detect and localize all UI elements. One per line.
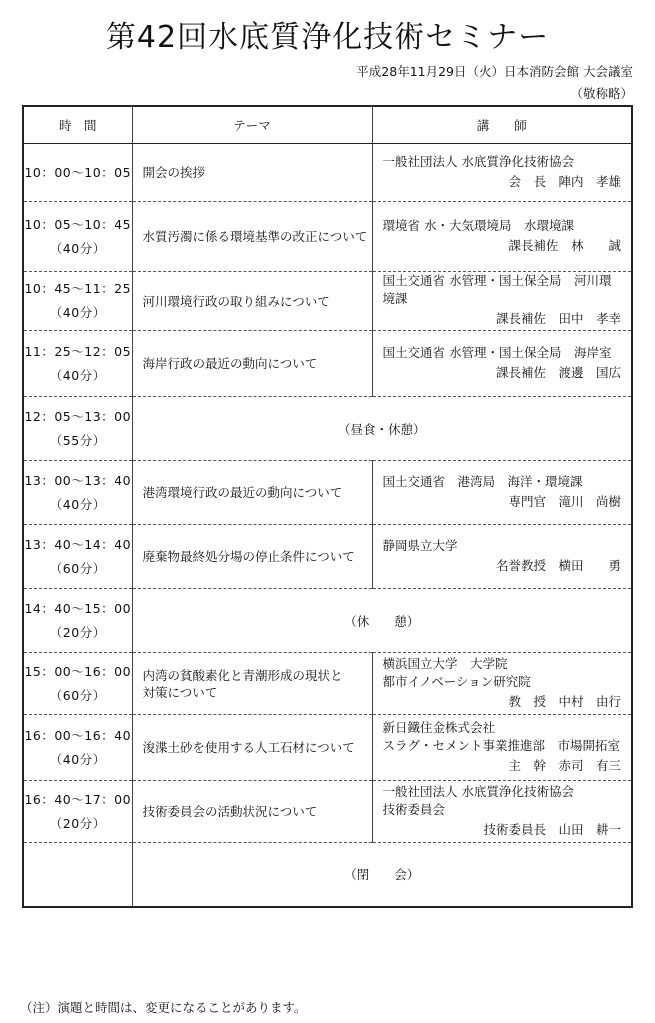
time-cell (23, 653, 132, 715)
table-row (23, 781, 632, 843)
theme-line: 対策について (142, 684, 218, 700)
theme-line: 港湾環境行政の最近の動向について (142, 485, 343, 500)
lecturer-name: 課長補佐 渡邊 国広 (495, 364, 621, 380)
time-cell (23, 331, 132, 397)
session-time: 10：00〜10：05 (24, 164, 132, 180)
time-cell (23, 843, 132, 907)
session-duration: （40分） (49, 496, 106, 512)
session-time: 16：00〜16：40 (24, 727, 132, 743)
lecturer-org: 都市イノベーション研究院 (382, 673, 531, 689)
table-row (23, 144, 632, 202)
lecturer-cell (372, 202, 632, 272)
session-duration: （40分） (49, 240, 106, 256)
theme-line: 水質汚濁に係る環境基準の改正について (142, 229, 368, 244)
table-row (23, 331, 632, 397)
lecturer-org: 国土交通省 港湾局 海洋・環境課 (382, 473, 583, 489)
time-cell (23, 272, 132, 331)
lecturer-org: 国土交通省 水管理・国土保全局 海岸室 (382, 344, 612, 360)
theme-cell (132, 272, 372, 331)
lecturer-name: 課長補佐 田中 孝幸 (495, 311, 621, 326)
lecturer-org: 一般社団法人 水底質浄化技術協会 (382, 783, 574, 799)
lecturer-cell (372, 781, 632, 843)
theme-line: 河川環境行政の取り組みについて (142, 293, 330, 309)
lecturer-name: 専門官 滝川 尚樹 (508, 493, 621, 509)
lecturer-cell (372, 715, 632, 781)
lecturer-org: 環境省 水・大気環境局 水環境課 (382, 217, 574, 233)
session-time: 14：40〜15：00 (24, 600, 132, 616)
time-cell (23, 144, 132, 202)
break-cell: （閉 会） (132, 843, 632, 907)
lecturer-org: 国土交通省 水管理・国土保全局 河川環境課 (382, 273, 612, 306)
lecturer-org: 静岡県立大学 (382, 537, 458, 553)
lecturer-cell (372, 144, 632, 202)
table-row (23, 525, 632, 589)
time-cell (23, 525, 132, 589)
lecturer-org: スラグ・セメント事業推進部 市場開拓室 (382, 737, 621, 753)
lecturer-name: 名誉教授 横田 勇 (495, 557, 621, 573)
theme-line: 浚渫土砂を使用する人工石材について (142, 740, 355, 755)
theme-line: 海岸行政の最近の動向について (142, 356, 318, 371)
session-duration: （20分） (49, 624, 106, 640)
lecturer-cell (372, 331, 632, 397)
table-row (23, 272, 632, 331)
session-time: 13：00〜13：40 (24, 472, 132, 488)
header-time: 時 間 (23, 106, 132, 144)
lecturer-name: 技術委員長 山田 耕一 (483, 821, 621, 837)
lecturer-name: 主 幹 赤司 有三 (508, 757, 621, 773)
page-title: 第42回水底質浄化技術セミナー (105, 20, 550, 55)
time-cell (23, 589, 132, 653)
theme-line: 内湾の貧酸素化と青潮形成の現状と (142, 667, 343, 683)
session-time: 15：00〜16：00 (24, 663, 132, 679)
theme-cell (132, 331, 372, 397)
theme-cell (132, 781, 372, 843)
session-duration: （40分） (49, 305, 106, 320)
table-row (23, 461, 632, 525)
schedule-table (22, 105, 633, 908)
session-time: 13：40〜14：40 (24, 536, 132, 552)
table-row (23, 715, 632, 781)
theme-cell (132, 202, 372, 272)
lecturer-org: 新日鐵住金株式会社 (382, 719, 496, 735)
session-duration: （60分） (49, 560, 106, 576)
table-row (23, 202, 632, 272)
schedule-body (23, 144, 632, 907)
date-venue: 平成28年11月29日（火）日本消防会館 大会議室 (356, 64, 633, 79)
theme-line: 開会の挨拶 (142, 165, 206, 180)
honorific-note: （敬称略） (570, 86, 633, 101)
lecturer-cell (372, 272, 632, 331)
theme-cell (132, 715, 372, 781)
theme-cell (132, 525, 372, 589)
theme-cell (132, 461, 372, 525)
lecturer-org: 技術委員会 (382, 801, 446, 817)
session-duration: （55分） (49, 432, 106, 448)
table-row (23, 397, 632, 461)
lecturer-cell (372, 461, 632, 525)
table-row (23, 843, 632, 907)
time-cell (23, 715, 132, 781)
table-row (23, 589, 632, 653)
break-cell: （昼食・休憩） (132, 397, 632, 461)
session-time: 10：45〜11：25 (24, 281, 132, 296)
session-duration: （40分） (49, 367, 106, 383)
time-cell (23, 202, 132, 272)
header-row (23, 106, 632, 144)
session-time: 10：05〜10：45 (24, 216, 132, 232)
table-row (23, 653, 632, 715)
lecturer-org: 一般社団法人 水底質浄化技術協会 (382, 153, 574, 169)
lecturer-cell (372, 653, 632, 715)
session-duration: （40分） (49, 751, 106, 767)
session-time: 11：25〜12：05 (24, 343, 132, 359)
break-cell: （休 憩） (132, 589, 632, 653)
lecturer-name: 課長補佐 林 誠 (508, 237, 621, 253)
theme-line: 技術委員会の活動状況について (142, 804, 318, 819)
session-time: 12：05〜13：00 (24, 408, 132, 424)
lecturer-org: 横浜国立大学 大学院 (382, 655, 508, 671)
time-cell (23, 397, 132, 461)
lecturer-name: 会 長 陣内 孝雄 (508, 173, 621, 189)
theme-cell (132, 653, 372, 715)
header-theme: テーマ (132, 106, 372, 144)
lecturer-cell (372, 525, 632, 589)
footnote: （注）演題と時間は、変更になることがあります。 (20, 1000, 307, 1015)
session-time: 16：40〜17：00 (24, 791, 132, 807)
theme-line: 廃棄物最終処分場の停止条件について (142, 549, 355, 564)
time-cell (23, 781, 132, 843)
theme-cell (132, 144, 372, 202)
session-duration: （20分） (49, 815, 106, 831)
session-duration: （60分） (49, 687, 106, 703)
lecturer-name: 教 授 中村 由行 (508, 693, 621, 709)
time-cell (23, 461, 132, 525)
header-lecturer: 講 師 (372, 106, 632, 144)
